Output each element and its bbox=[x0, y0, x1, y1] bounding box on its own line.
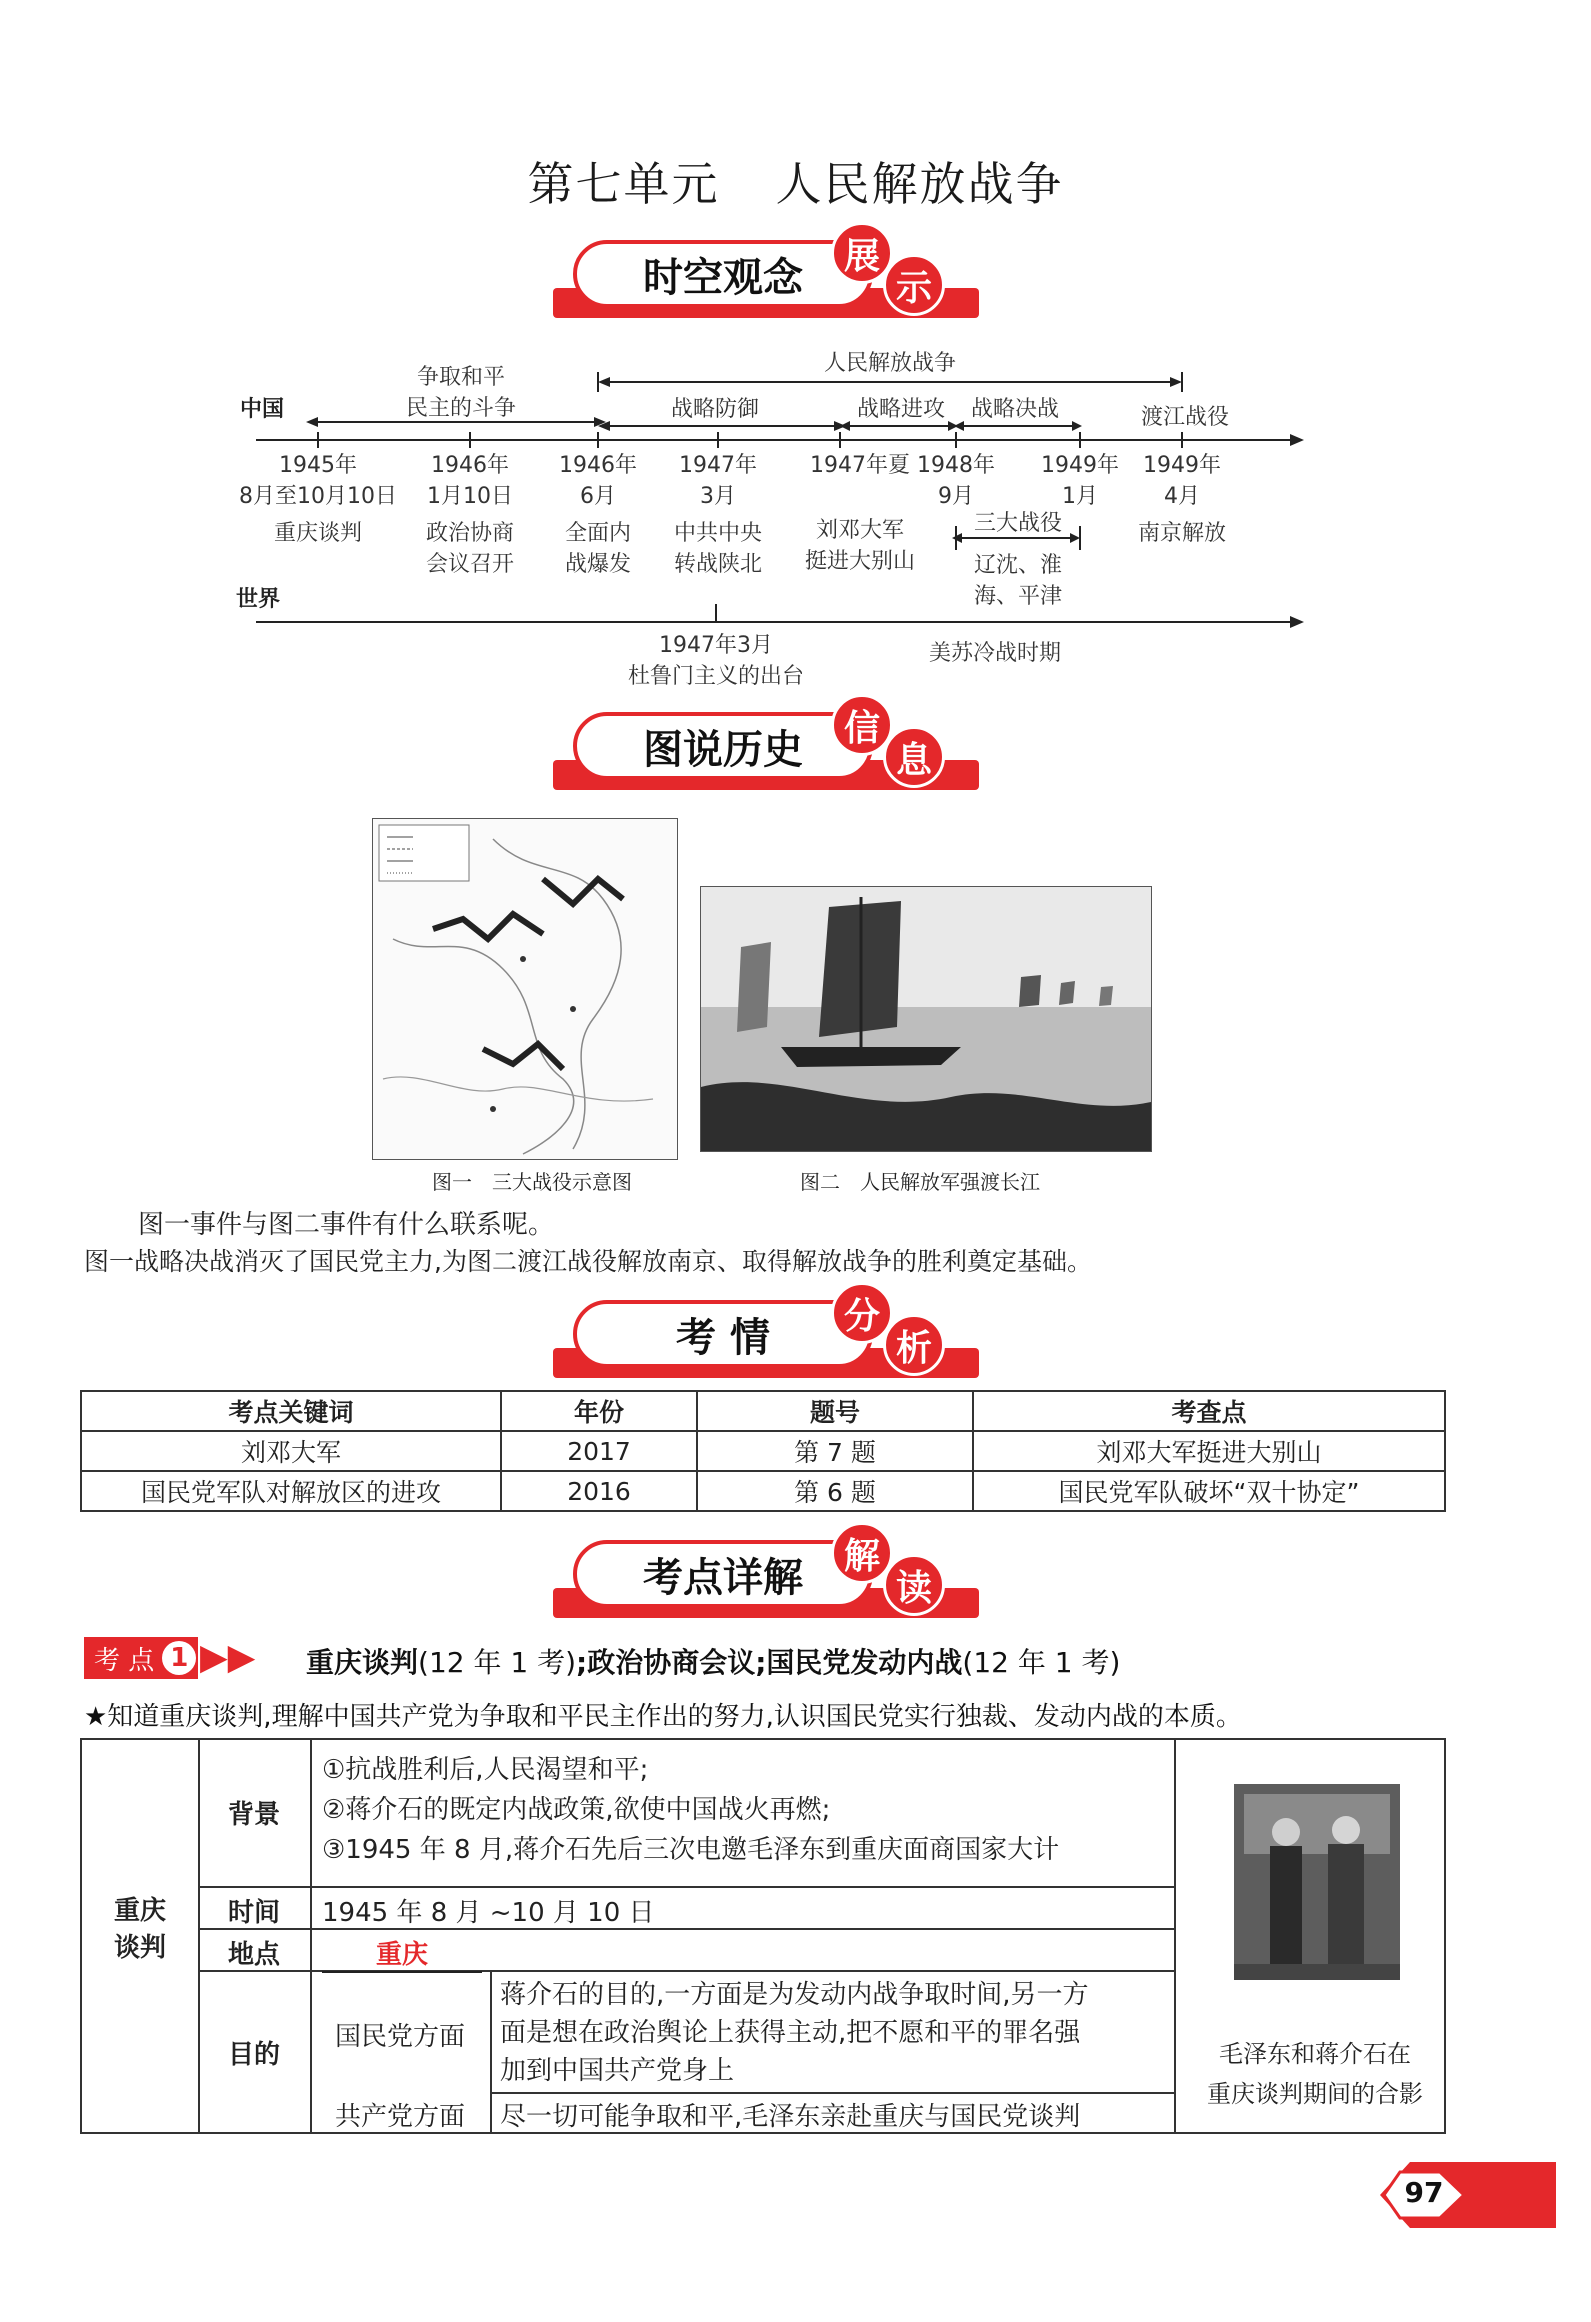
page-number-badge bbox=[1380, 2162, 1556, 2228]
photo-illustration bbox=[701, 887, 1151, 1151]
offense-label: 战略进攻 bbox=[856, 397, 945, 422]
exam-table bbox=[80, 1390, 1446, 1512]
time-label: 时间 bbox=[227, 1898, 280, 1928]
background-content: ①抗战胜利后,人民渴望和平; ②蒋介石的既定内战政策,欲使中国战火再燃; ③1945 年 8 月,蒋介石先后三次电邀毛泽东到重庆面商国家大计 bbox=[322, 1755, 1060, 1865]
section-banner-exam bbox=[553, 1295, 979, 1382]
table-header: 年份 bbox=[501, 1391, 697, 1431]
photo-illustration bbox=[1234, 1784, 1400, 1980]
timeline-node: 1947年夏 刘邓大军 挺进大别山 bbox=[804, 453, 915, 574]
table-cell: 国民党军队对解放区的进攻 bbox=[81, 1471, 501, 1511]
question-text: 图一事件与图二事件有什么联系呢。 bbox=[138, 1210, 555, 1240]
background-label: 背景 bbox=[227, 1800, 280, 1830]
kaodian-title: 重庆谈判(12 年 1 考);政治协商会议;国民党发动内战(12 年 1 考) bbox=[306, 1646, 1121, 1679]
world-label: 世界 bbox=[236, 587, 281, 612]
banner-circle: 析 bbox=[883, 1314, 945, 1376]
section-banner-figures bbox=[553, 707, 979, 794]
unit-number: 第七单元 bbox=[527, 157, 720, 211]
table-header: 考查点 bbox=[973, 1391, 1445, 1431]
detail-table bbox=[80, 1738, 1446, 2134]
purpose-label: 目的 bbox=[227, 2040, 280, 2070]
banner-circle: 解 bbox=[831, 1522, 893, 1584]
banner-circle: 读 bbox=[883, 1554, 945, 1616]
kmt-content: 蒋介石的目的,一方面是为发动内战争取时间,另一方 面是想在政治舆论上获得主动,把不愿和平的罪名强 加到中国共产党身上 bbox=[500, 1980, 1089, 2086]
timeline-node: 1949年 4月 南京解放 bbox=[1137, 453, 1226, 546]
timeline-node: 1949年 1月 bbox=[1041, 453, 1119, 509]
banner-circle: 分 bbox=[831, 1282, 893, 1344]
table-cell: 第 6 题 bbox=[697, 1471, 973, 1511]
banner-label: 图说历史 bbox=[573, 712, 873, 780]
mao-chiang-photo bbox=[1234, 1784, 1400, 1980]
topic-label: 重庆 谈判 bbox=[113, 1896, 166, 1963]
figure-2-caption: 图二 人民解放军强渡长江 bbox=[800, 1170, 1040, 1194]
banner-label: 考 情 bbox=[573, 1300, 873, 1368]
struggle-label: 争取和平 民主的斗争 bbox=[405, 365, 516, 421]
table-header: 考点关键词 bbox=[81, 1391, 501, 1431]
answer-text: 图一战略决战消灭了国民党主力,为图二渡江战役解放南京、取得解放战争的胜利奠定基础。 bbox=[84, 1247, 1092, 1276]
place-label: 地点 bbox=[227, 1940, 280, 1970]
table-cell: 2017 bbox=[501, 1431, 697, 1471]
china-label: 中国 bbox=[240, 397, 285, 422]
kaodian-tag: 考 点 1 bbox=[84, 1637, 198, 1679]
cold-war-label: 美苏冷战时期 bbox=[928, 641, 1061, 666]
figure-1-caption: 图一 三大战役示意图 bbox=[432, 1170, 632, 1194]
table-cell: 第 7 题 bbox=[697, 1431, 973, 1471]
time-value: 1945 年 8 月 ~10 月 10 日 bbox=[322, 1898, 655, 1928]
decisive-label: 战略决战 bbox=[970, 397, 1059, 422]
table-header-row bbox=[81, 1391, 1445, 1431]
world-event: 1947年3月 杜鲁门主义的出台 bbox=[627, 633, 804, 689]
unit-name: 人民解放战争 bbox=[775, 157, 1064, 211]
cpc-label: 共产党方面 bbox=[334, 2102, 465, 2132]
banner-circle: 示 bbox=[883, 254, 945, 316]
crossing-label: 渡江战役 bbox=[1140, 405, 1229, 430]
timeline-node: 1947年 3月 中共中央 转战陕北 bbox=[673, 453, 762, 577]
section-banner-detail bbox=[553, 1535, 979, 1622]
cpc-content: 尽一切可能争取和平,毛泽东亲赴重庆与国民党谈判 bbox=[500, 2102, 1081, 2132]
banner-circle: 息 bbox=[883, 726, 945, 788]
timeline-node: 1945年 8月至10月10日 重庆谈判 bbox=[239, 453, 397, 546]
banner-circle: 信 bbox=[831, 694, 893, 756]
table-cell: 刘邓大军挺进大别山 bbox=[973, 1431, 1445, 1471]
section-banner-timeline bbox=[553, 235, 979, 322]
three-battles-label: 三大战役 bbox=[973, 511, 1062, 536]
place-value: 重庆 bbox=[322, 1934, 482, 1973]
page-number: 97 bbox=[1404, 2176, 1444, 2209]
table-cell: 刘邓大军 bbox=[81, 1431, 501, 1471]
table-cell: 2016 bbox=[501, 1471, 697, 1511]
map-illustration bbox=[373, 819, 677, 1159]
defense-label: 战略防御 bbox=[670, 397, 759, 422]
battle-map-image bbox=[372, 818, 678, 1160]
timeline-node: 1946年 6月 全面内 战爆发 bbox=[559, 453, 637, 577]
table-header: 题号 bbox=[697, 1391, 973, 1431]
battles-list: 辽沈、淮 海、平津 bbox=[973, 553, 1062, 609]
photo-caption: 毛泽东和蒋介石在 重庆谈判期间的合影 bbox=[1207, 2040, 1423, 2108]
table-cell: 国民党军队破坏“双十协定” bbox=[973, 1471, 1445, 1511]
double-arrow-icon: ▶▶ bbox=[200, 1637, 256, 1678]
banner-label: 时空观念 bbox=[573, 240, 873, 308]
river-crossing-photo bbox=[700, 886, 1152, 1152]
banner-label: 考点详解 bbox=[573, 1540, 873, 1608]
timeline-node: 1946年 1月10日 政治协商 会议召开 bbox=[425, 453, 514, 577]
kmt-label: 国民党方面 bbox=[334, 2022, 465, 2052]
table-row bbox=[81, 1471, 1445, 1511]
war-label: 人民解放战争 bbox=[823, 351, 956, 376]
timeline-node: 1948年 9月 bbox=[917, 453, 995, 509]
kaodian-number: 1 bbox=[162, 1641, 196, 1675]
banner-circle: 展 bbox=[831, 222, 893, 284]
requirement-text: ★知道重庆谈判,理解中国共产党为争取和平民主作出的努力,认识国民党实行独裁、发动内战的本质。 bbox=[84, 1702, 1242, 1732]
page-title bbox=[0, 148, 1591, 214]
table-row bbox=[81, 1431, 1445, 1471]
